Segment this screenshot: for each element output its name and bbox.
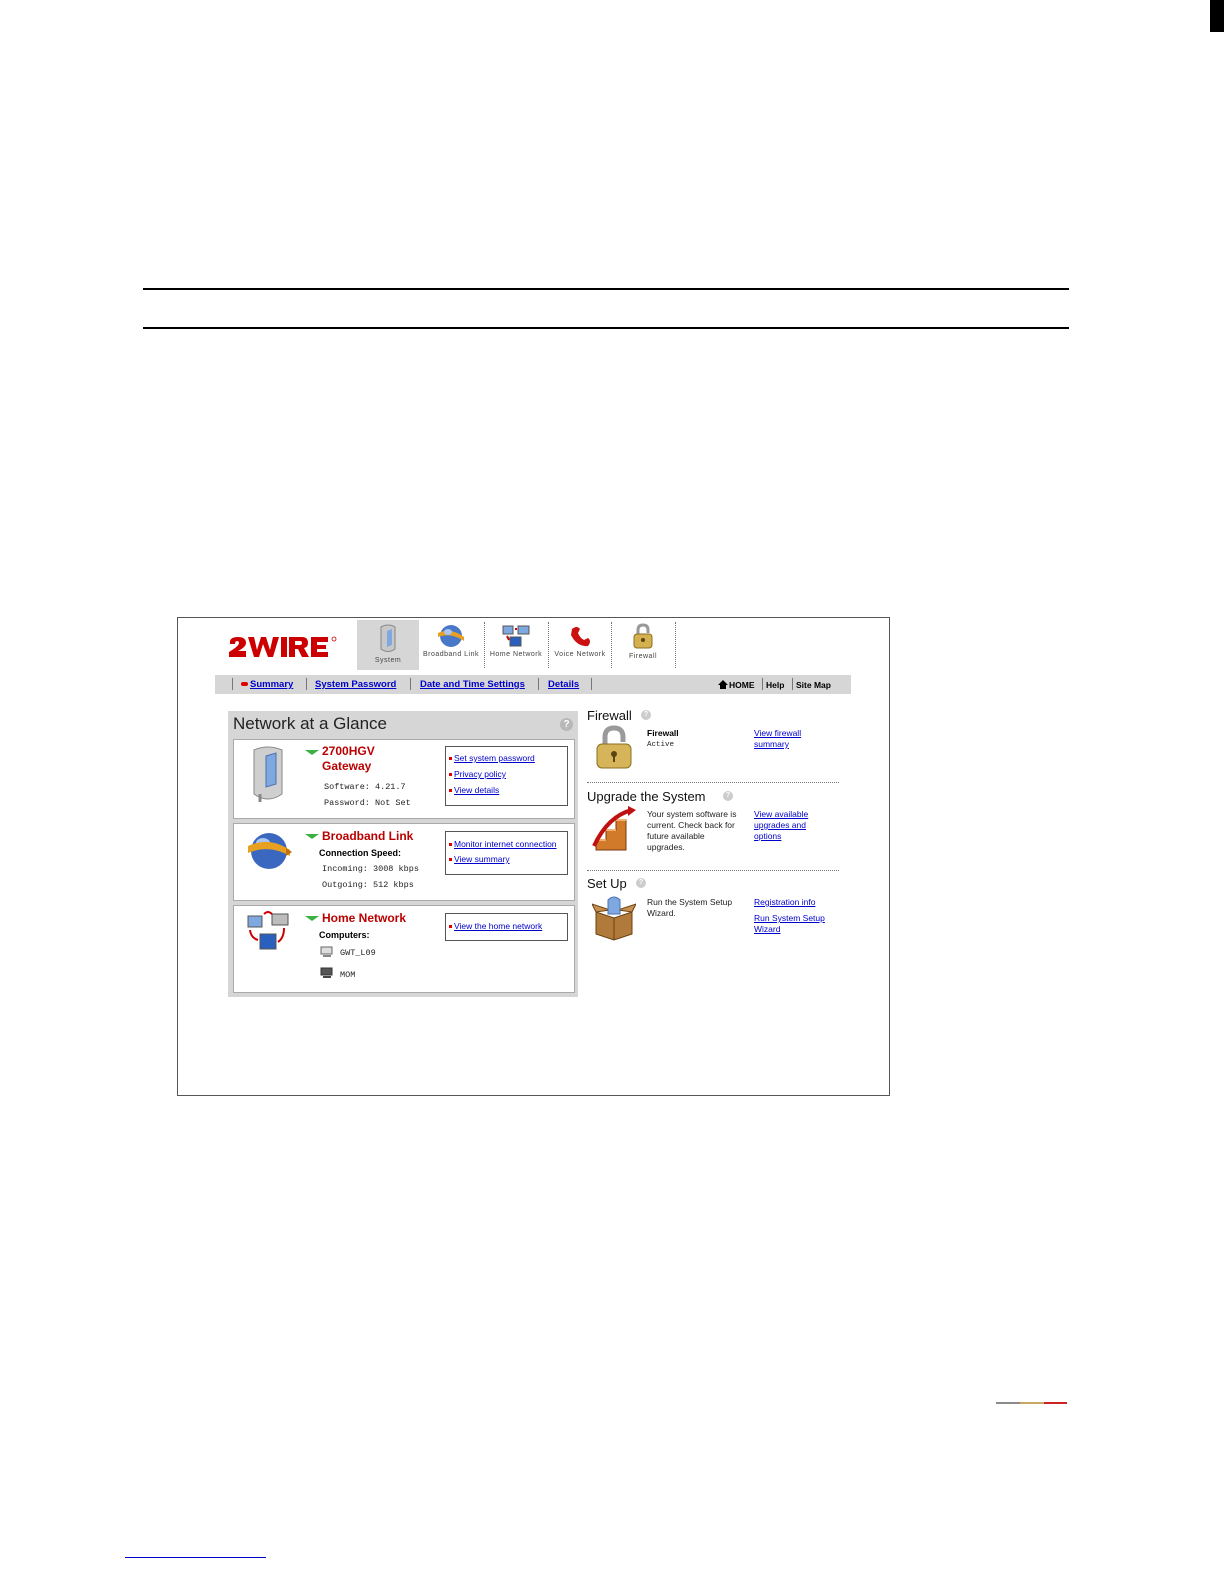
broadband-title: Broadband Link <box>322 829 414 843</box>
computers-label: Computers: <box>319 930 370 940</box>
tab-label: Firewall <box>628 653 658 660</box>
network-at-a-glance-panel <box>228 711 578 997</box>
footer-color-bar <box>1044 1402 1067 1404</box>
firewall-padlock-icon <box>592 724 636 772</box>
view-details-link[interactable]: View details <box>454 785 500 795</box>
computer-name: GWT_L09 <box>340 948 376 958</box>
computer-icon <box>320 946 334 958</box>
nav-details-link[interactable]: Details <box>548 679 580 690</box>
home-network-computers-icon <box>246 910 292 956</box>
gateway-device-icon <box>246 744 290 806</box>
upgrade-text: Your system software is current. Check back for future available upgrades. <box>647 809 737 852</box>
tab-firewall[interactable] <box>612 620 674 670</box>
status-arrow-icon <box>305 834 319 839</box>
nav-divider <box>232 678 233 690</box>
password-status: Password: Not Set <box>324 798 411 808</box>
upgrade-stairs-icon <box>592 806 636 856</box>
home-network-card <box>233 905 575 993</box>
bullet-icon <box>449 757 452 760</box>
nav-divider <box>591 678 592 690</box>
setup-heading: Set Up <box>587 876 627 891</box>
tab-broadband-link[interactable] <box>420 620 482 670</box>
broadband-icon <box>436 623 466 649</box>
privacy-policy-link[interactable]: Privacy policy <box>454 769 506 779</box>
nav-date-time-link[interactable]: Date and Time Settings <box>420 679 525 690</box>
setup-text: Run the System Setup Wizard. <box>647 897 733 918</box>
help-icon[interactable]: ? <box>641 710 651 720</box>
nav-system-password-link[interactable]: System Password <box>315 679 397 690</box>
firewall-label: Firewall <box>647 728 679 738</box>
broadband-globe-icon <box>246 828 292 874</box>
help-icon[interactable]: ? <box>636 878 646 888</box>
firewall-heading: Firewall <box>587 708 632 723</box>
view-firewall-summary-link[interactable]: View firewall summary <box>754 728 802 749</box>
bullet-icon <box>449 925 452 928</box>
tab-label: System <box>374 657 402 664</box>
gateway-title: 2700HGV Gateway <box>322 744 375 773</box>
bullet-icon <box>449 843 452 846</box>
site-map-link[interactable]: Site Map <box>796 680 831 690</box>
gateway-links <box>445 746 568 806</box>
home-link[interactable]: HOME <box>729 680 755 690</box>
page-edge-bar <box>1210 0 1224 32</box>
view-home-network-link[interactable]: View the home network <box>454 921 543 931</box>
bullet-icon <box>449 858 452 861</box>
computer-icon <box>320 967 334 979</box>
voice-icon <box>567 623 593 649</box>
firewall-lock-icon <box>630 623 656 651</box>
header-rule-bottom <box>143 327 1069 329</box>
view-upgrades-link[interactable]: View available upgrades and options <box>754 809 809 841</box>
tab-home-network[interactable] <box>485 620 547 670</box>
nav-divider <box>410 678 411 690</box>
setup-box-icon <box>592 894 636 942</box>
section-divider <box>587 870 839 871</box>
help-link[interactable]: Help <box>766 680 785 690</box>
tab-label: Voice Network <box>554 651 606 658</box>
nav-summary-link[interactable]: Summary <box>250 679 294 690</box>
status-arrow-icon <box>305 916 319 921</box>
connection-speed-label: Connection Speed: <box>319 848 402 858</box>
home-network-title: Home Network <box>322 911 407 925</box>
nav-divider <box>792 678 793 690</box>
bullet-icon <box>449 789 452 792</box>
computer-name: MOM <box>340 970 356 980</box>
panel-title: Network at a Glance <box>233 714 388 733</box>
active-bullet-icon <box>241 682 248 686</box>
tab-label: Home Network <box>489 651 543 658</box>
set-system-password-link[interactable]: Set system password <box>454 753 535 763</box>
tab-separator <box>675 622 676 668</box>
gateway-card <box>233 739 575 819</box>
outgoing-speed: Outgoing: 512 kbps <box>322 880 414 890</box>
broadband-card <box>233 823 575 901</box>
2wire-logo <box>228 636 340 660</box>
home-icon <box>718 680 728 689</box>
section-divider <box>587 782 839 783</box>
nav-divider <box>762 678 763 690</box>
sub-navigation <box>215 675 851 694</box>
nav-divider <box>306 678 307 690</box>
incoming-speed: Incoming: 3008 kbps <box>322 864 419 874</box>
header-rule-top <box>143 288 1069 290</box>
footer-color-bar <box>996 1402 1020 1404</box>
help-icon[interactable]: ? <box>723 791 733 801</box>
software-version: Software: 4.21.7 <box>324 782 406 792</box>
upgrade-heading: Upgrade the System <box>587 789 706 804</box>
home-network-links <box>445 913 568 941</box>
tab-system[interactable] <box>357 620 419 670</box>
system-icon <box>375 623 401 655</box>
nav-divider <box>538 678 539 690</box>
help-icon[interactable]: ? <box>560 718 573 731</box>
view-summary-link[interactable]: View summary <box>454 854 510 864</box>
gateway-screenshot <box>177 617 890 1096</box>
monitor-connection-link[interactable]: Monitor internet connection <box>454 839 557 849</box>
run-setup-wizard-link[interactable]: Run System Setup Wizard <box>754 913 825 934</box>
broadband-links <box>445 831 568 875</box>
status-arrow-icon <box>305 750 319 755</box>
bullet-icon <box>449 773 452 776</box>
tab-label: Broadband Link <box>422 651 480 658</box>
registration-info-link[interactable]: Registration info <box>754 897 816 907</box>
home-network-icon <box>501 623 531 649</box>
firewall-status: Active <box>647 741 675 749</box>
footnote-rule <box>125 1557 266 1558</box>
tab-voice-network[interactable] <box>549 620 611 670</box>
footer-color-bar <box>1020 1402 1044 1404</box>
